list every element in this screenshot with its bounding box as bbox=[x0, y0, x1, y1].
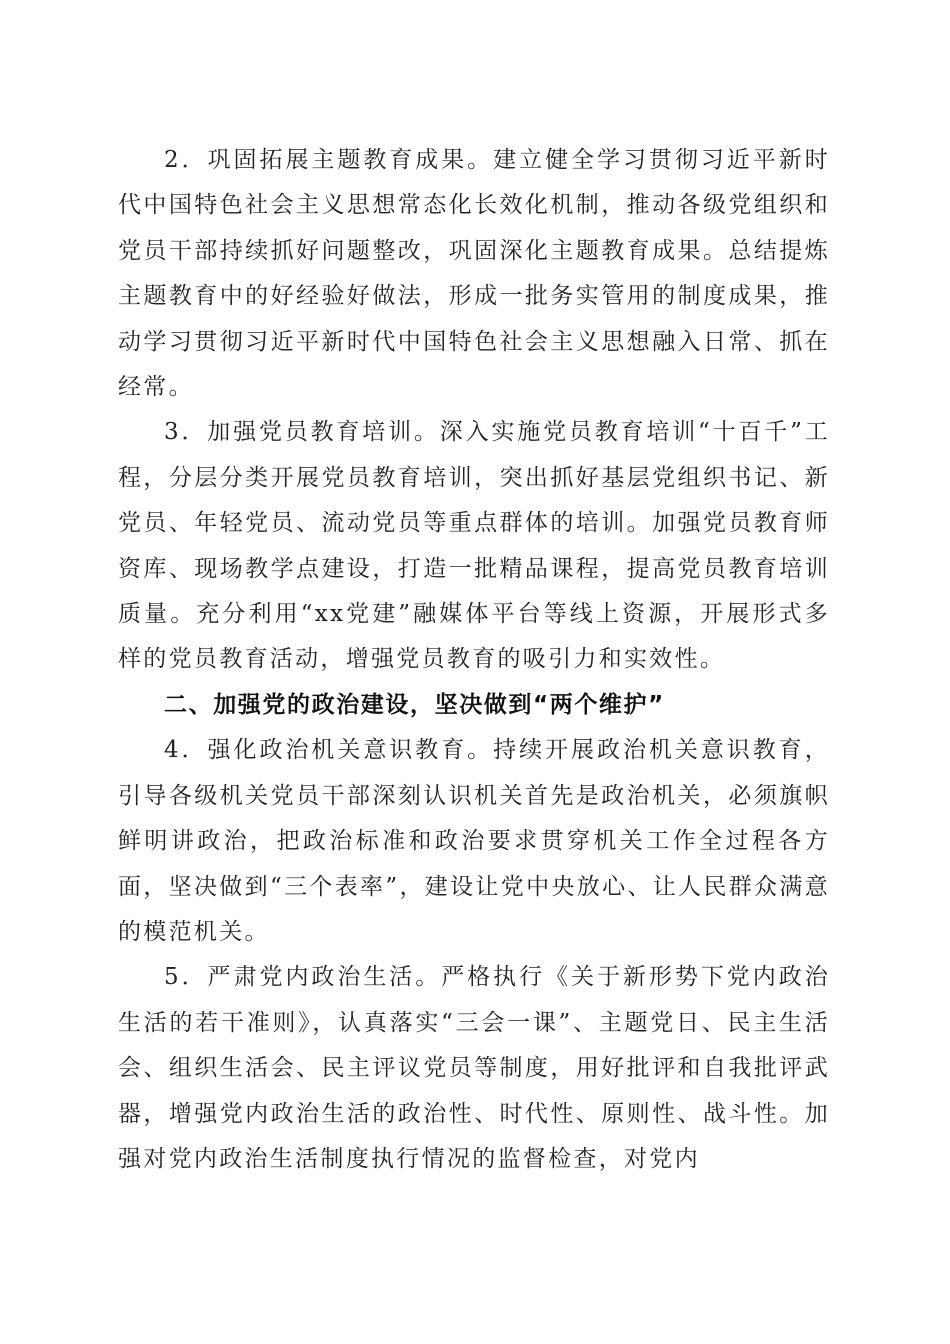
paragraph-item-3: 3．加强党员教育培训。深入实施党员教育培训“十百千”工程，分层分类开展党员教育培训，突出抓好基层党组织书记、新党员、年轻党员、流动党员等重点群体的培训。加强党员教育师资库、现场教学点建设，打造一批精品课程，提高党员教育培训质量。充分利用“xx党建”融媒体平台等线上资源，开展形式多样的党员教育活动，增强党员教育的吸引力和实效性。 bbox=[118, 419, 830, 673]
paragraph-item-2: 2．巩固拓展主题教育成果。建立健全学习贯彻习近平新时代中国特色社会主义思想常态化长效化机制，推动各级党组织和党员干部持续抓好问题整改，巩固深化主题教育成果。总结提炼主题教育中的好经验好做法，形成一批务实管用的制度成果，推动学习贯彻习近平新时代中国特色社会主义思想融入日常、抓在经常。 bbox=[118, 147, 830, 401]
document-page bbox=[118, 138, 830, 1182]
section-heading-2: 二、加强党的政治建设，坚决做到“两个维护” bbox=[164, 691, 665, 718]
paragraph-item-5: 5．严肃党内政治生活。严格执行《关于新形势下党内政治生活的若干准则》，认真落实“三会一课”、主题党日、民主生活会、组织生活会、民主评议党员等制度，用好批评和自我批评武器，增强党内政治生活的政治性、时代性、原则性、战斗性。加强对党内政治生活制度执行情况的监督检查，对党内 bbox=[118, 964, 830, 1172]
paragraph-item-4: 4．强化政治机关意识教育。持续开展政治机关意识教育，引导各级机关党员干部深刻认识机关首先是政治机关，必须旗帜鲜明讲政治，把政治标准和政治要求贯穿机关工作全过程各方面，坚决做到“三个表率”，建设让党中央放心、让人民群众满意的模范机关。 bbox=[118, 737, 830, 945]
